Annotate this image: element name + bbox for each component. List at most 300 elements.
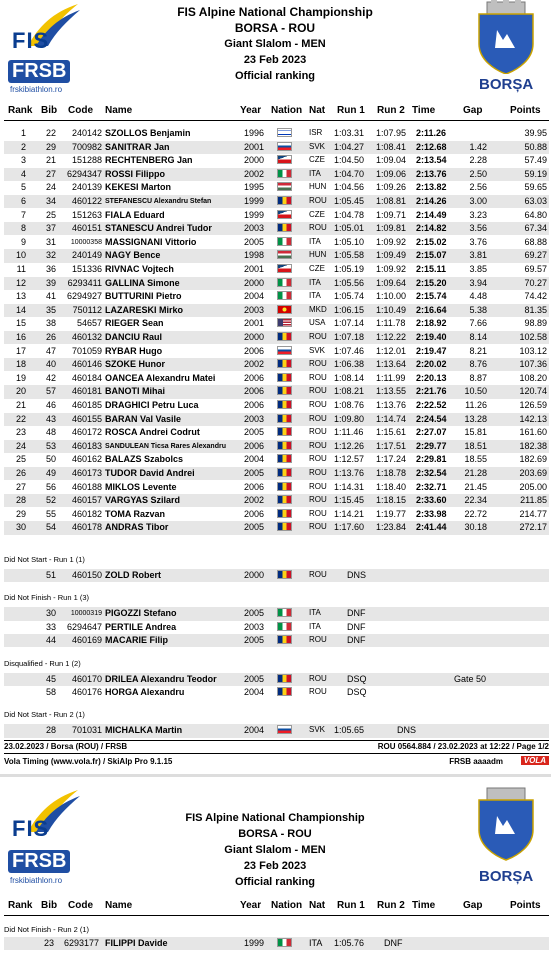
result-row <box>4 372 549 385</box>
cell-time: 2:15.02 <box>416 236 447 247</box>
cell-run1: 1:05.19 <box>334 264 365 274</box>
cell-nat: ROU <box>309 413 327 423</box>
cell-rank: 20 <box>15 386 26 397</box>
cell-name: SZOKE Hunor <box>105 359 165 370</box>
cell-points: 102.58 <box>519 332 547 342</box>
cell-gap: 22.34 <box>464 495 487 506</box>
result-row <box>4 249 549 262</box>
cell-year: 2002 <box>244 359 265 370</box>
cell-run1: 1:15.45 <box>334 495 365 506</box>
cell-points: 182.69 <box>519 454 547 465</box>
flag-svk-icon <box>277 142 292 151</box>
cell-points: 74.42 <box>524 291 547 302</box>
cell-year: 2000 <box>244 277 265 288</box>
cell-gap: 2.50 <box>469 168 487 179</box>
cell-code: 750112 <box>72 304 102 315</box>
event-title-2: FIS Alpine National Championship <box>185 812 365 824</box>
cell-name: SANITRAR Jan <box>105 141 170 152</box>
cell-code: 460173 <box>71 468 102 478</box>
cell-run1: 1:04.56 <box>334 182 365 193</box>
flag-ita-icon <box>277 608 292 617</box>
cell-nat: CZE <box>309 209 325 219</box>
cell-year: 1995 <box>244 182 265 193</box>
cell-points: 59.65 <box>524 182 547 193</box>
cell-run2: 1:08.41 <box>376 141 407 152</box>
col-run1-2: Run 1 <box>337 900 365 911</box>
cell-time: 2:21.76 <box>416 386 447 397</box>
frsb-logo-text-2: FRSB <box>8 850 70 873</box>
cell-rank: 15 <box>15 318 26 329</box>
cell-code: 460122 <box>71 196 102 206</box>
cell-run2: 1:09.92 <box>376 264 407 274</box>
cell-name: FILIPPI Davide <box>105 938 168 948</box>
cell-gap: 8.87 <box>469 372 487 383</box>
cell-code: 240139 <box>71 182 102 193</box>
cell-time: 2:15.74 <box>416 291 447 302</box>
cell-points: 70.27 <box>524 277 547 288</box>
cell-bib: 45 <box>45 673 56 684</box>
event-date: 23 Feb 2023 <box>243 54 307 66</box>
cell-year: 2006 <box>244 372 265 383</box>
cell-run2: 1:09.81 <box>376 223 407 234</box>
cell-points: 50.88 <box>524 141 547 152</box>
cell-nat: SVK <box>309 345 326 355</box>
cell-points: 64.80 <box>524 209 547 220</box>
col-gap-2: Gap <box>463 900 483 911</box>
flag-rou-icon <box>277 522 292 531</box>
result-row <box>4 195 549 208</box>
result-row <box>4 358 549 371</box>
cell-run1: DNS <box>347 570 367 580</box>
cell-name: KEKESI Marton <box>105 182 172 193</box>
crest-shield-icon <box>473 0 539 74</box>
cell-rank: 13 <box>15 291 26 302</box>
cell-gap: 18.51 <box>464 440 487 451</box>
cell-year: 2000 <box>244 332 265 342</box>
cell-run1: 1:04.27 <box>334 141 365 152</box>
cell-bib: 58 <box>45 687 56 697</box>
cell-code: 460155 <box>71 413 102 424</box>
cell-points: 203.69 <box>519 468 547 478</box>
cell-run2: DNF <box>384 938 403 948</box>
cell-gap: 2.28 <box>469 155 487 166</box>
cell-year: 2001 <box>244 141 265 152</box>
cell-year: 2003 <box>244 223 265 234</box>
cell-nat: ROU <box>309 635 327 645</box>
section-row <box>4 607 549 620</box>
flag-ita-icon <box>277 237 292 246</box>
cell-run2: DNS <box>397 725 417 736</box>
flag-rou-icon <box>277 495 292 504</box>
flag-rou-icon <box>277 196 292 205</box>
cell-year: 2004 <box>244 291 265 302</box>
cell-nat: ROU <box>309 495 327 505</box>
cell-code: 460185 <box>71 400 102 410</box>
cell-gap: 8.76 <box>469 359 487 370</box>
cell-run1: 1:05.45 <box>334 196 365 206</box>
cell-nat: ITA <box>309 621 321 631</box>
cell-name: FIALA Eduard <box>105 209 165 220</box>
cell-run2: 1:09.26 <box>376 182 407 193</box>
col-bib-2: Bib <box>41 900 58 911</box>
footer-divider <box>4 740 549 741</box>
cell-code: 460188 <box>71 481 102 492</box>
cell-run1: 1:06.15 <box>334 304 365 315</box>
cell-year: 1998 <box>244 250 265 261</box>
cell-code: 460183 <box>71 440 102 451</box>
cell-points: 107.36 <box>519 359 547 370</box>
flag-cze-icon <box>277 155 292 164</box>
cell-time: 2:11.26 <box>416 128 447 138</box>
footer-left: 23.02.2023 / Borsa (ROU) / FRSB <box>4 742 128 751</box>
cell-run1: 1:11.46 <box>334 427 364 438</box>
cell-year: 2004 <box>244 725 265 736</box>
section-row <box>4 569 549 582</box>
cell-run1: 1:13.76 <box>334 468 365 478</box>
cell-time: 2:15.20 <box>416 277 447 288</box>
result-row <box>4 413 549 426</box>
cell-code: 151263 <box>71 209 102 220</box>
cell-name: SZOLLOS Benjamin <box>105 128 191 138</box>
result-row <box>4 263 549 276</box>
cell-run2: 1:10.00 <box>376 291 407 302</box>
cell-time: 2:29.77 <box>416 440 447 451</box>
cell-bib: 26 <box>45 332 56 342</box>
cell-nat: ROU <box>309 332 327 341</box>
cell-gap: 3.00 <box>469 196 487 206</box>
cell-nat: ITA <box>309 168 321 178</box>
cell-year: 2005 <box>244 673 265 684</box>
cell-year: 2004 <box>244 687 265 697</box>
cell-code: 460181 <box>71 386 102 397</box>
cell-year: 2006 <box>244 386 265 397</box>
cell-year: 1999 <box>244 938 265 948</box>
cell-nat: HUN <box>309 250 327 260</box>
col-rank-2: Rank <box>8 900 33 911</box>
cell-rank: 10 <box>15 250 26 261</box>
section-row <box>4 634 549 647</box>
cell-rank: 22 <box>15 413 26 424</box>
flag-rou-icon <box>277 635 292 644</box>
cell-name: DRAGHICI Petru Luca <box>105 400 199 410</box>
cell-year: 2006 <box>244 508 265 519</box>
col-run2-2: Run 2 <box>377 900 405 911</box>
cell-name: BUTTURINI Pietro <box>105 291 182 302</box>
flag-svk-icon <box>277 346 292 355</box>
cell-year: 2001 <box>244 318 265 329</box>
flag-rou-icon <box>277 373 292 382</box>
section-row <box>4 673 549 686</box>
cell-bib: 42 <box>45 372 56 383</box>
flag-rou-icon <box>277 400 292 409</box>
cell-extra: Gate 50 <box>454 673 487 684</box>
cell-name: HORGA Alexandru <box>105 687 185 697</box>
col-name: Name <box>105 105 133 116</box>
cell-gap: 3.94 <box>469 277 487 288</box>
footer-right: ROU 0564.884 / 23.02.2023 at 12:22 / Page 1/2 <box>377 742 549 751</box>
cell-run1: 1:14.21 <box>334 508 365 519</box>
cell-run2: 1:13.55 <box>376 386 407 397</box>
cell-run2: 1:17.51 <box>376 440 407 451</box>
cell-gap: 5.38 <box>469 304 487 315</box>
cell-year: 2000 <box>244 570 265 580</box>
cell-bib: 27 <box>45 168 56 179</box>
cell-bib: 21 <box>45 155 56 166</box>
cell-nat: ROU <box>309 223 327 233</box>
cell-run1: 1:17.60 <box>334 522 365 533</box>
cell-year: 2005 <box>244 522 265 533</box>
cell-run1: 1:09.80 <box>334 413 365 424</box>
cell-code: 151288 <box>71 155 102 166</box>
flag-rou-icon <box>277 509 292 518</box>
cell-code: 460178 <box>71 522 102 533</box>
cell-time: 2:20.13 <box>416 372 447 383</box>
cell-bib: 25 <box>45 209 56 220</box>
cell-name: MIKLOS Levente <box>105 481 177 492</box>
cell-nat: HUN <box>309 182 327 192</box>
flag-rou-icon <box>277 332 292 341</box>
cell-points: 81.35 <box>524 304 547 315</box>
cell-code: 460182 <box>71 508 102 519</box>
cell-time: 2:13.54 <box>416 155 447 166</box>
event-date-2: 23 Feb 2023 <box>243 860 307 872</box>
cell-points: 59.19 <box>524 168 547 179</box>
cell-run2: 1:13.64 <box>376 359 407 370</box>
cell-code: 10000319 <box>70 610 102 618</box>
cell-run1: 1:08.14 <box>334 372 365 383</box>
cell-code: 10000358 <box>70 238 102 246</box>
cell-name: RIVNAC Vojtech <box>105 264 174 274</box>
cell-name: VARGYAS Szilard <box>105 495 181 506</box>
cell-year: 2006 <box>244 400 265 410</box>
col-code: Code <box>68 105 93 116</box>
col-points-2: Points <box>510 900 541 911</box>
page-break <box>0 774 551 777</box>
cell-run1: 1:04.78 <box>334 209 365 220</box>
cell-gap: 3.23 <box>469 209 487 220</box>
cell-gap: 3.56 <box>469 223 487 234</box>
cell-bib: 24 <box>45 182 56 193</box>
cell-run2: 1:09.71 <box>376 209 407 220</box>
cell-rank: 17 <box>15 345 26 356</box>
cell-name: ROSCA Andrei Codrut <box>105 427 200 438</box>
cell-code: 460157 <box>71 495 102 506</box>
cell-code: 460184 <box>71 372 102 383</box>
cell-name: PERTILE Andrea <box>105 621 177 632</box>
cell-name: ZOLD Robert <box>105 570 161 580</box>
cell-run1: 1:07.14 <box>334 318 365 329</box>
cell-time: 2:19.47 <box>416 345 447 356</box>
cell-nat: ITA <box>309 938 323 948</box>
cell-rank: 11 <box>16 264 26 274</box>
cell-points: 103.12 <box>519 345 547 356</box>
flag-ita-icon <box>277 938 292 947</box>
flag-rou-icon <box>277 427 292 436</box>
cell-run1: 1:05.76 <box>334 938 365 948</box>
cell-year: 2001 <box>244 264 265 274</box>
flag-cze-icon <box>277 264 292 273</box>
cell-run2: 1:12.22 <box>376 332 407 342</box>
cell-gap: 8.21 <box>469 345 487 356</box>
flag-rou-icon <box>277 441 292 450</box>
cell-nat: ROU <box>309 372 327 382</box>
section-title: Did Not Start - Run 2 (1) <box>4 710 85 720</box>
cell-rank: 9 <box>20 236 26 247</box>
cell-run2: 1:08.81 <box>376 196 407 206</box>
cell-bib: 48 <box>45 427 56 438</box>
col-points: Points <box>510 105 541 116</box>
event-discipline: Giant Slalom - MEN <box>224 38 326 50</box>
cell-year: 2003 <box>244 304 265 315</box>
cell-gap: 13.28 <box>464 413 487 424</box>
cell-gap: 10.50 <box>464 386 487 397</box>
cell-code: 460170 <box>71 673 102 684</box>
cell-run1: 1:07.46 <box>334 345 365 356</box>
flag-cze-icon <box>277 210 292 219</box>
cell-points: 68.88 <box>524 236 547 247</box>
cell-run1: 1:04.50 <box>334 155 365 166</box>
page2-section-title: Did Not Finish - Run 2 (1) <box>4 925 90 934</box>
column-header <box>0 103 551 119</box>
cell-gap: 21.28 <box>464 468 487 478</box>
result-row <box>4 317 549 330</box>
cell-run2: 1:19.77 <box>376 508 407 519</box>
cell-time: 2:41.44 <box>416 522 447 533</box>
cell-rank: 12 <box>15 277 26 288</box>
col-run1: Run 1 <box>337 105 365 116</box>
cell-run2: 1:18.40 <box>376 481 407 492</box>
cell-name: TUDOR David Andrei <box>105 468 195 478</box>
cell-points: 69.57 <box>524 264 547 274</box>
cell-rank: 8 <box>20 223 26 234</box>
cell-gap: 3.81 <box>469 250 487 261</box>
cell-bib: 51 <box>45 570 56 580</box>
cell-nat: ROU <box>309 673 327 683</box>
cell-run1: 1:14.31 <box>334 481 365 492</box>
cell-year: 2003 <box>244 413 265 424</box>
cell-rank: 18 <box>15 359 26 370</box>
cell-run2: 1:11.99 <box>376 372 406 383</box>
cell-year: 1996 <box>244 128 265 138</box>
cell-run1: 1:05.58 <box>334 250 365 261</box>
cell-bib: 35 <box>45 304 56 315</box>
cell-year: 1999 <box>244 209 265 220</box>
cell-run2: 1:17.24 <box>376 454 407 465</box>
cell-time: 2:15.11 <box>416 264 447 274</box>
cell-bib: 30 <box>45 608 56 619</box>
cell-nat: ROU <box>309 440 327 450</box>
cell-bib: 56 <box>45 481 56 492</box>
result-row <box>4 168 549 181</box>
cell-run1: 1:05.01 <box>334 223 365 234</box>
cell-run2: 1:09.49 <box>376 250 407 261</box>
cell-rank: 19 <box>15 372 26 383</box>
crest-shield-icon-2 <box>473 784 539 862</box>
cell-run2: 1:15.61 <box>376 427 407 438</box>
footer-line2 <box>4 757 549 771</box>
cell-bib: 50 <box>45 454 56 465</box>
cell-bib: 39 <box>45 277 56 288</box>
cell-bib: 22 <box>45 128 56 138</box>
cell-bib: 38 <box>45 318 56 329</box>
cell-name: MACARIE Filip <box>105 635 168 646</box>
section-row <box>4 724 549 737</box>
cell-gap: 4.48 <box>469 291 487 302</box>
flag-ita-icon <box>277 622 292 631</box>
cell-name: ANDRAS Tibor <box>105 522 169 533</box>
cell-code: 700982 <box>71 141 102 152</box>
cell-rank: 28 <box>15 495 26 506</box>
cell-name: TOMA Razvan <box>105 508 166 519</box>
cell-time: 2:24.54 <box>416 413 447 424</box>
flag-mkd-icon <box>277 305 292 314</box>
cell-nat: ITA <box>309 277 321 287</box>
cell-points: 57.49 <box>524 155 547 166</box>
cell-code: 54657 <box>76 318 102 329</box>
cell-time: 2:14.49 <box>416 209 447 220</box>
cell-gap: 8.14 <box>469 332 487 342</box>
cell-code: 240142 <box>71 128 102 138</box>
cell-gap: 3.76 <box>469 236 487 247</box>
cell-bib: 55 <box>45 508 56 519</box>
section-title: Did Not Finish - Run 1 (3) <box>4 593 90 603</box>
col-run2: Run 2 <box>377 105 405 116</box>
cell-run2: 1:09.04 <box>376 155 407 166</box>
cell-code: 460146 <box>71 359 102 370</box>
cell-bib: 53 <box>45 440 56 451</box>
col-time: Time <box>412 105 436 116</box>
cell-bib: 46 <box>45 400 56 410</box>
cell-bib: 54 <box>45 522 56 533</box>
cell-rank: 6 <box>20 196 26 206</box>
cell-time: 2:13.76 <box>416 168 447 179</box>
cell-points: 214.77 <box>519 508 547 519</box>
cell-time: 2:32.71 <box>416 481 447 492</box>
cell-run2: 1:13.76 <box>376 400 407 410</box>
cell-time: 2:32.54 <box>416 468 447 478</box>
cell-run1: 1:12.57 <box>334 454 365 465</box>
cell-run2: 1:11.78 <box>376 318 406 329</box>
result-row <box>4 141 549 154</box>
cell-run1: DNF <box>347 608 366 619</box>
section-title: Disqualified - Run 1 (2) <box>4 658 81 668</box>
cell-run2: 1:07.95 <box>376 128 407 138</box>
cell-points: 272.17 <box>519 522 547 533</box>
event-status: Official ranking <box>234 70 316 82</box>
cell-time: 2:16.64 <box>416 304 447 315</box>
cell-code: 460150 <box>71 570 102 580</box>
cell-year: 2006 <box>244 481 265 492</box>
cell-nat: ROU <box>309 481 327 491</box>
result-row <box>4 331 549 344</box>
cell-run1: 1:12.26 <box>334 440 365 451</box>
cell-year: 2002 <box>244 495 265 506</box>
cell-year: 2003 <box>244 621 265 632</box>
cell-nat: ITA <box>309 291 321 301</box>
fis-logo-text: FIS <box>12 28 50 53</box>
event-status-2: Official ranking <box>234 876 316 888</box>
cell-bib: 43 <box>45 413 56 424</box>
cell-bib: 33 <box>45 621 56 632</box>
cell-bib: 57 <box>45 386 56 397</box>
col-time-2: Time <box>412 900 436 911</box>
cell-gap: 22.72 <box>464 508 487 519</box>
cell-run1: DSQ <box>347 687 367 697</box>
cell-code: 460132 <box>71 332 102 342</box>
result-row <box>4 494 549 507</box>
flag-svk-icon <box>277 725 292 734</box>
cell-nat: USA <box>309 318 326 328</box>
